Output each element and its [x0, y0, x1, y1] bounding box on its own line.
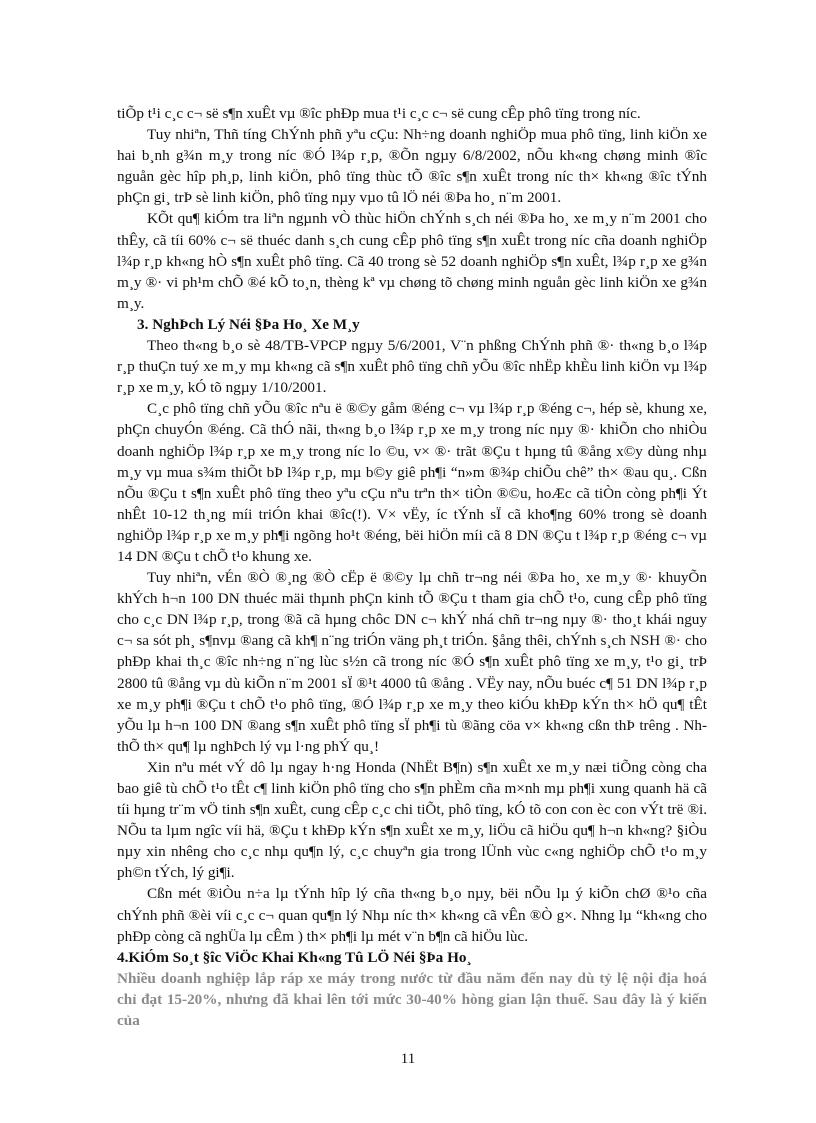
section-3-paragraph-1: Theo th«ng b¸o sè 48/TB-VPCP ngµy 5/6/2001, V¨n phßng ChÝnh phñ ®· th«ng b¸o l¾p r¸p thuÇn tuý xe m¸y mµ kh«ng cã s¶n xuÊt phô tïng chñ yÕu ®îc nhËp khÈu linh kiÖn vµ l¾p r¸p xe m¸y, kÓ tõ ngµy 1/10/2001. — [117, 337, 707, 397]
section-3-paragraph-2: C¸c phô tïng chñ yÕu ®îc nªu ë ®©y gåm ®éng c¬ vµ l¾p r¸p ®éng c¬, hép sè, khung xe, phÇn chuyÓn ®éng. Cã thÓ nãi, th«ng b¸o l¾p r¸p xe m¸y trong níc nµy ®· khiÕn cho nhiÒu doanh nghiÖp l¾p r¸p xe m¸y trong níc lo ©u, v× ®· trãt ®Çu t hµng tû ®ång x©y dùng nhµ m¸y vµ mua s¾m thiÕt bÞ l¾p r¸p, mµ b©y giê ph¶i “n»m ®¾p chiÕu chê” th× ®au qu¸. Cßn nÕu ®Çu t s¶n xuÊt phô tïng theo yªu cÇu nªu trªn th× tiÒn ®©u, hoÆc cã tiÒn còng ph¶i Ýt nhÊt 10-12 th¸ng míi triÓn khai ®îc(!). V× vËy, íc tÝnh sÏ cã kho¶ng 60% trong sè doanh nghiÖp l¾p r¸p xe m¸y ph¶i ngõng ho¹t ®éng, bëi hiÖn míi cã 8 DN ®Çu t l¾p r¸p ®éng c¬ vµ 14 DN ®Çu t chÕ t¹o khung xe. — [117, 400, 707, 565]
paragraph-2: Tuy nhiªn, Thñ tíng ChÝnh phñ yªu cÇu: Nh÷ng doanh nghiÖp mua phô tïng, linh kiÖn xe hai b¸nh g¾n m¸y trong níc ®Ó l¾p r¸p, ®Õn ngµy 6/8/2002, nÕu kh«ng chøng minh ®îc nguån gèc hîp ph¸p, linh kiÖn, phô tïng thùc tÕ ®îc s¶n xuÊt trong níc th× kh«ng ®îc tÝnh phÇn gi¸ trÞ sè linh kiÖn, phô tïng nµy vµo tû lÖ néi ®Þa ho¸ n¨m 2001. — [117, 126, 707, 207]
section-3-paragraph-3: Tuy nhiªn, vÉn ®Ò ®¸ng ®Ò cËp ë ®©y lµ chñ tr¬ng néi ®Þa ho¸ xe m¸y ®· khuyÕn khÝch h¬n 100 DN thuéc mäi thµnh phÇn kinh tÕ ®Çu t tham gia chÕ t¹o, cung cÊp phô tïng cho c¸c DN l¾p r¸p, trong ®ã cã hµng chôc DN c¬ khÝ nhá chñ tr¬ng nµy ®· tho¸t khái nguy c¬ sa sót ph¸ s¶nvµ ®ang cã kh¶ n¨ng triÓn väng ph¸t triÓn. §ång thêi, chÝnh s¸ch NSH ®· cho phÐp khai th¸c ®îc nh÷ng n¨ng lùc s½n cã trong níc ®Ó s¶n xuÊt phô tïng xe m¸y, t¹o gi¸ trÞ 2800 tû ®ång vµ dù kiÕn n¨m 2001 sÏ ®¹t 4000 tû ®ång . VËy nay, nÕu buéc c¶ 51 DN l¾p r¸p xe m¸y ph¶i ®Çu t chÕ t¹o phô tïng, ®Ó l¾p r¸p xe m¸y theo kiÓu khÐp kÝn th× hÖ qu¶ tÊt yÕu lµ h¬n 100 DN ®ang s¶n xuÊt phô tïng sÏ ph¶i tù ®ãng cöa v× kh«ng cßn thÞ trêng . Nh thÕ th× qu¶ lµ nghÞch lý vµ l·ng phÝ qu¸! — [117, 569, 707, 755]
section-3-paragraph-5: Cßn mét ®iÒu n÷a lµ tÝnh hîp lý cña th«ng b¸o nµy, bëi nÕu lµ ý kiÕn chØ ®¹o cña chÝnh phñ ®èi víi c¸c c¬ quan qu¶n lý Nhµ níc th× kh«ng cã vÊn ®Ò g×. Nhng lµ “kh«ng cho phÐp còng cã nghÜa lµ cÊm ) th× ph¶i lµ mét v¨n b¶n cã hiÖu lùc. — [117, 885, 707, 945]
page-body — [117, 103, 707, 1031]
paragraph-1: tiÕp t¹i c¸c c¬ së s¶n xuÊt vµ ®îc phÐp mua t¹i c¸c c¬ së cung cÊp phô tïng trong níc. — [117, 105, 641, 122]
section-4-heading: 4.KiÓm So¸t §îc ViÖc Khai Kh«ng Tû LÖ Néi §Þa Ho¸ — [117, 948, 472, 966]
section-3-paragraph-4: Xin nªu mét vÝ dô lµ ngay h·ng Honda (NhËt B¶n) s¶n xuÊt xe m¸y næi tiÕng còng cha bao giê tù chÕ t¹o tÊt c¶ linh kiÖn phô tïng cho s¶n phÈm cña m×nh mµ ph¶i xung quanh hä cã tíi hµng tr¨m vÖ tinh s¶n xuÊt, cung cÊp c¸c chi tiÕt, phô tïng, kÓ tõ con con èc con vÝt trë ®i. NÕu ta lµm ngîc víi hä, ®Çu t khÐp kÝn s¶n xuÊt xe m¸y, liÖu cã hiÖu qu¶ h¬n kh«ng? §iÒu nµy xin nhêng cho c¸c nhµ qu¶n lý, c¸c chuyªn gia trong lÜnh vùc c«ng nghiÖp chÕ t¹o m¸y ph©n tÝch, lý gi¶i. — [117, 758, 707, 882]
page-number: 11 — [400, 1051, 416, 1067]
section-4-paragraph: Nhiều doanh nghiệp lắp ráp xe máy trong nước từ đầu năm đến nay dù tỷ lệ nội địa hoá chỉ đạt 15-20%, nhưng đã khai lên tới mức 30-40% hòng gian lận thuế. Sau đây là ý kiến của — [117, 969, 707, 1030]
paragraph-3: KÕt qu¶ kiÓm tra liªn ngµnh vÒ thùc hiÖn chÝnh s¸ch néi ®Þa ho¸ xe m¸y n¨m 2001 cho thÊy, cã tíi 60% c¬ së thuéc danh s¸ch cung cÊp phô tïng s¶n xuÊt trong níc cña doanh nghiÖp l¾p r¸p kh«ng hÒ s¶n xuÊt phô tïng. Cã 40 trong sè 52 doanh nghiÖp s¶n xuÊt, l¾p r¸p xe g¾n m¸y ®· vi ph¹m chÕ ®é kÕ to¸n, thèng kª vµ chøng tõ chøng minh nguån gèc linh kiÖn xe g¾n m¸y. — [117, 210, 707, 312]
section-3-heading: 3. NghÞch Lý Néi §Þa Ho¸ Xe M¸y — [137, 315, 360, 333]
